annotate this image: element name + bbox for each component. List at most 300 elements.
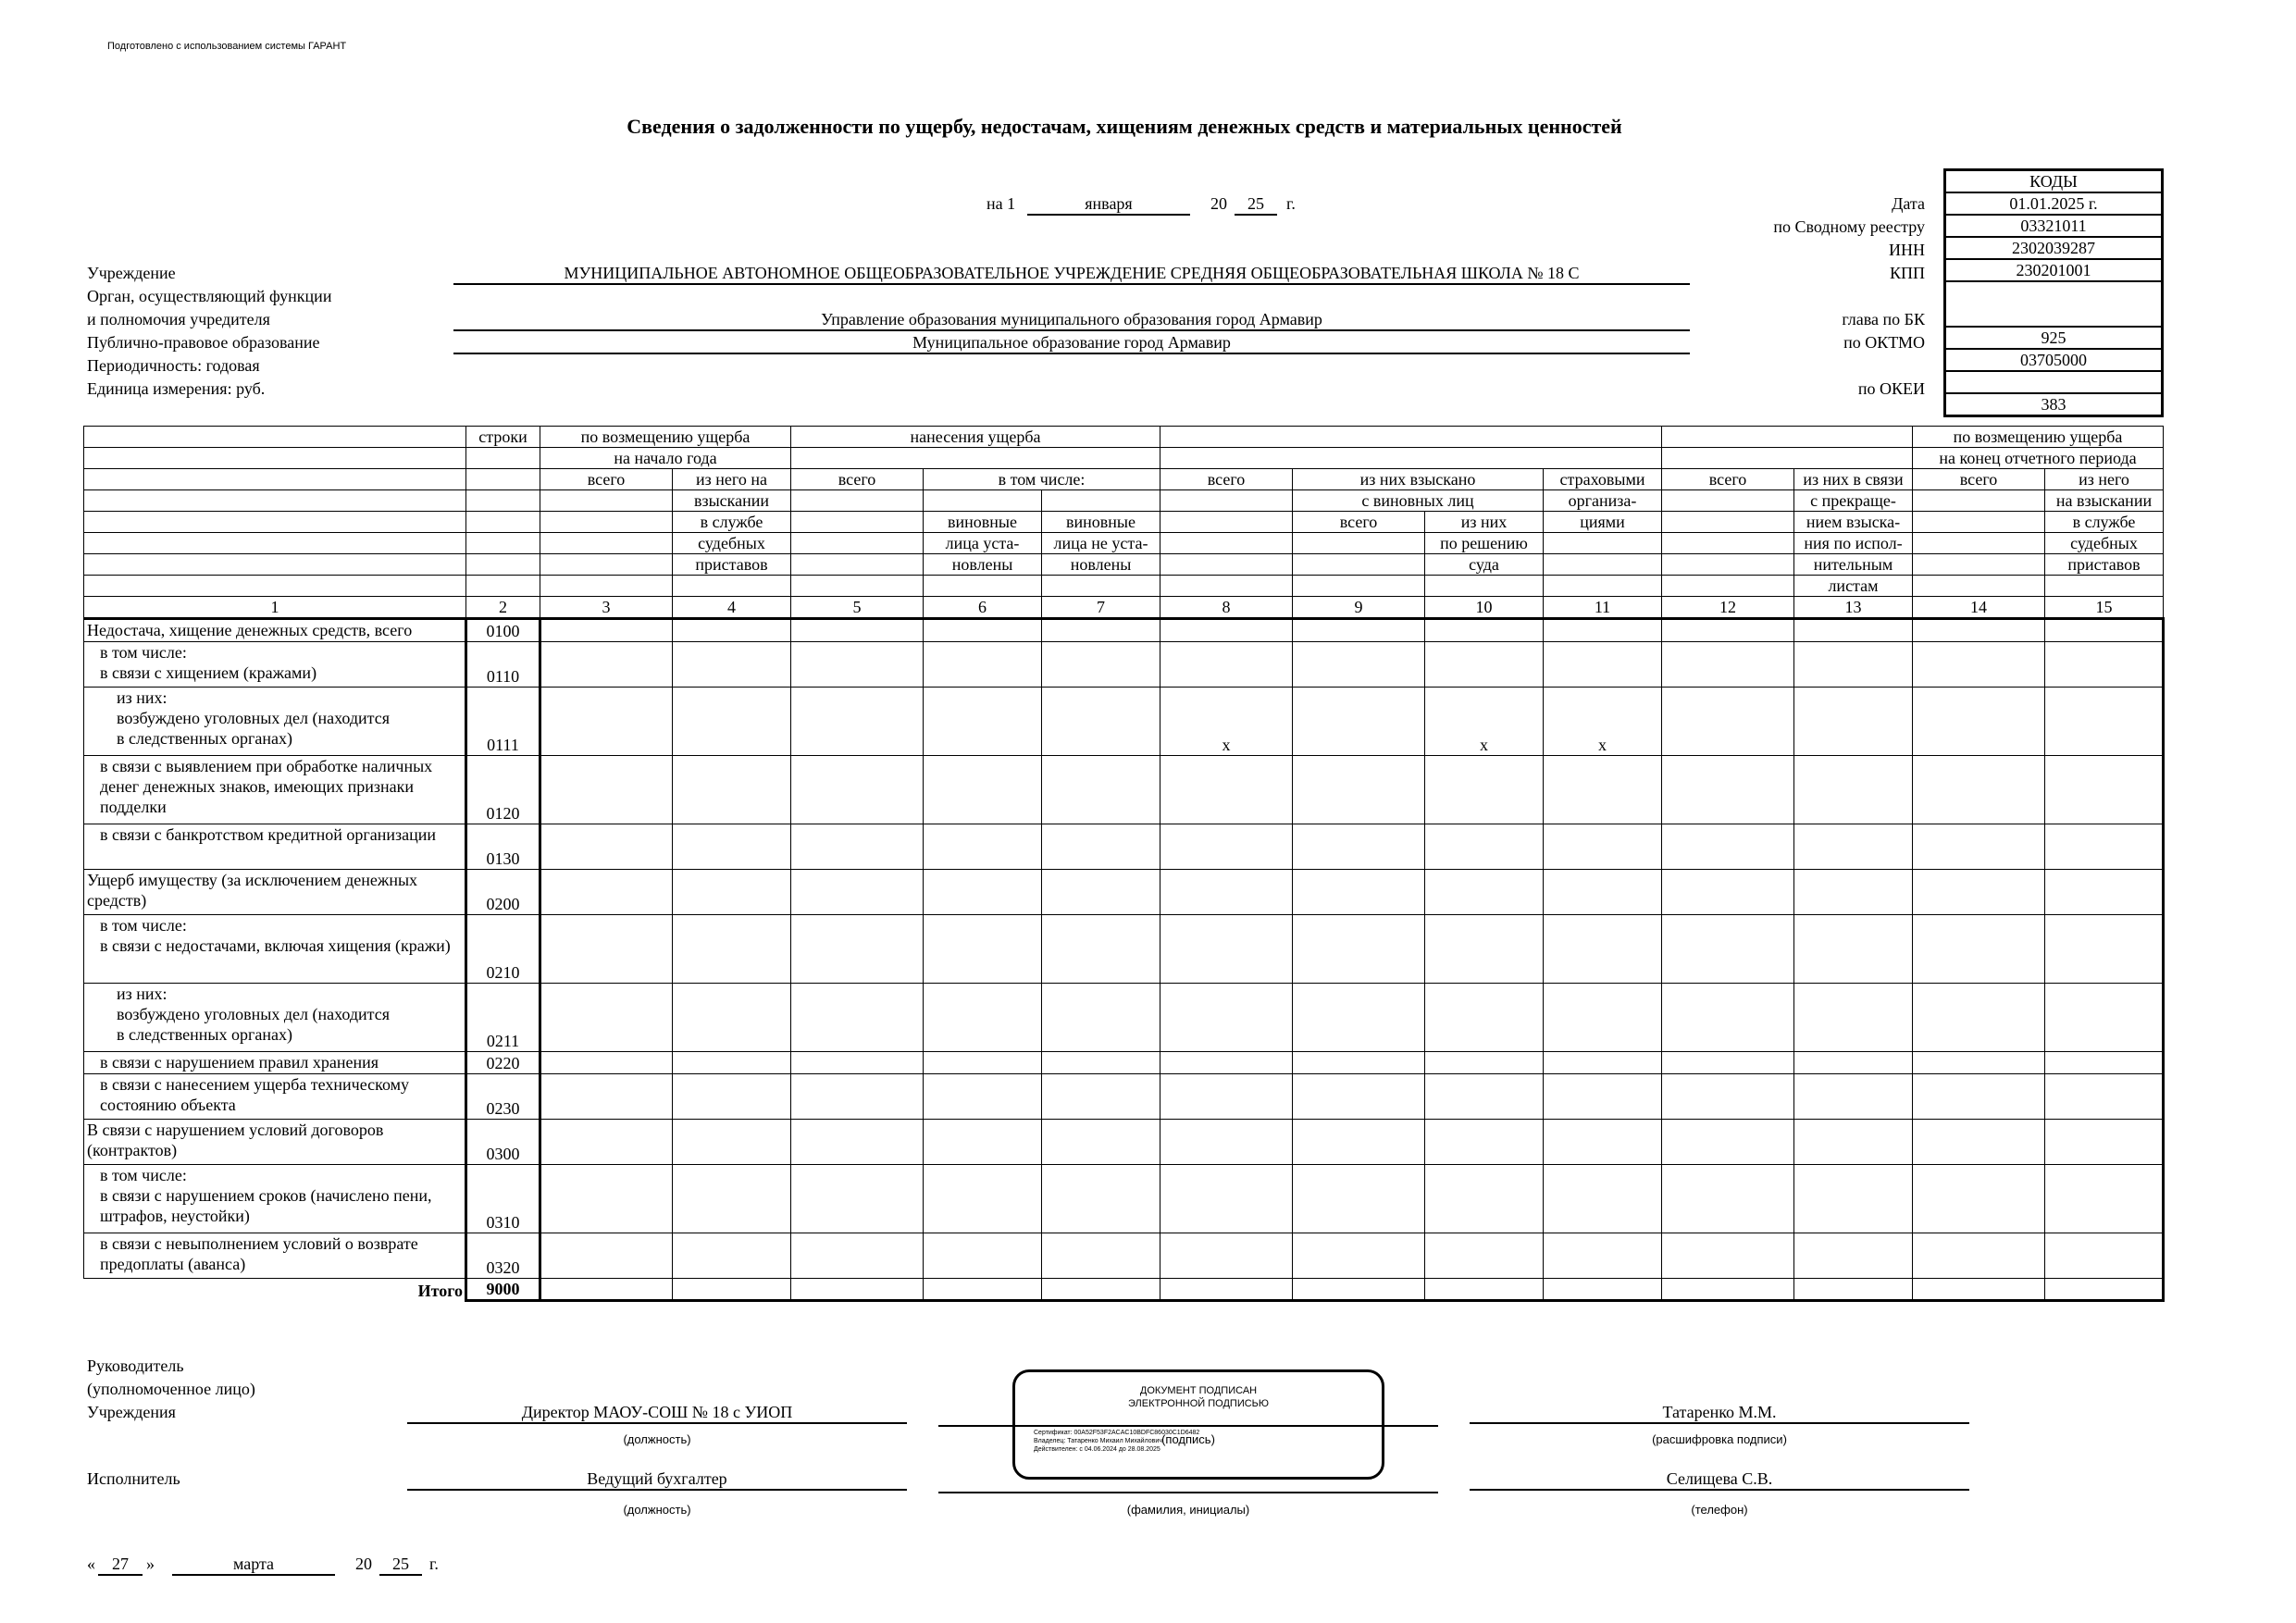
date-year-prefix: 20 [1210,194,1227,213]
value-cell [1794,824,1913,870]
total-value-cell [1794,1279,1913,1301]
row-code: 0210 [466,915,540,984]
value-cell [673,1120,791,1165]
date-year: 25 [1235,194,1277,216]
codes-box [1943,168,2164,417]
total-label: Итого [84,1279,466,1301]
row-code: 0320 [466,1233,540,1279]
value-cell [540,642,673,688]
h-end-period: на конец отчетного периода [1913,448,2164,469]
value-cell [540,688,673,756]
value-cell [1913,870,2045,915]
footer-open-quote: « [87,1555,95,1573]
value-cell [1794,619,1913,642]
code-date: 01.01.2025 г. [1945,192,2163,215]
caption-position-1: (должность) [623,1432,691,1446]
value-cell [1160,1120,1293,1165]
h-c13-5: нительным [1794,554,1913,576]
unit: Единица измерения: руб. [87,379,266,398]
table-row [84,870,2164,915]
value-cell [924,1165,1042,1233]
h-c4-3: в службе [673,512,791,533]
table-row [84,756,2164,824]
value-cell [540,870,673,915]
column-number-9: 9 [1293,597,1425,619]
h-incl: в том числе: [924,469,1160,490]
caption-decode: (расшифровка подписи) [1652,1432,1787,1446]
code-kpp: 230201001 [1945,259,2163,281]
value-cell [540,824,673,870]
value-cell [673,756,791,824]
value-cell [2045,1052,2164,1074]
value-cell [1662,756,1794,824]
public-entity-label: Публично-правовое образование [87,333,320,352]
head-label-3: Учреждения [87,1403,176,1421]
value-cell [1662,1120,1794,1165]
code-label-date: Дата [1892,194,1925,213]
value-cell [791,688,924,756]
header-row-2 [84,448,2164,469]
column-number-8: 8 [1160,597,1293,619]
h-start-year: на начало года [540,448,791,469]
founder-label-1: Орган, осуществляющий функции [87,287,332,305]
value-cell [540,1074,673,1120]
value-cell [1662,642,1794,688]
total-value-cell [1544,1279,1662,1301]
value-cell [1042,1074,1160,1120]
value-cell [1293,984,1425,1052]
value-cell [2045,984,2164,1052]
value-cell [1042,824,1160,870]
value-cell [1913,1120,2045,1165]
institution-label: Учреждение [87,264,176,282]
value-cell [2045,642,2164,688]
total-value-cell [791,1279,924,1301]
total-value-cell [2045,1279,2164,1301]
value-cell [1662,1052,1794,1074]
head-label-2: (уполномоченное лицо) [87,1380,255,1398]
h-c15-5: приставов [2045,554,2164,576]
value-cell [1293,1120,1425,1165]
value-cell [1160,1074,1293,1120]
footer-year: 25 [379,1555,422,1576]
code-okei: 383 [1945,393,2163,416]
table-row [84,1052,2164,1074]
public-entity-value: Муниципальное образование город Армавир [453,333,1690,354]
value-cell [540,619,673,642]
value-cell [1160,1165,1293,1233]
value-cell [2045,1233,2164,1279]
h-c13-6: листам [1794,576,1913,597]
row-code: 0300 [466,1120,540,1165]
value-cell [540,1165,673,1233]
code-label-inn: ИНН [1889,241,1925,259]
date-suffix: г. [1286,194,1296,213]
exec-label: Исполнитель [87,1469,180,1488]
table-row [84,1233,2164,1279]
value-cell [1425,1074,1544,1120]
column-number-15: 15 [2045,597,2164,619]
code-inn: 2302039287 [1945,237,2163,259]
value-cell [924,619,1042,642]
value-cell [1425,619,1544,642]
value-cell [791,915,924,984]
header-row-5 [84,512,2164,533]
value-cell [1913,915,2045,984]
value-cell [540,1052,673,1074]
header-row-8 [84,576,2164,597]
h-c15-3: в службе [2045,512,2164,533]
row-code: 0230 [466,1074,540,1120]
value-cell [673,688,791,756]
value-cell [673,915,791,984]
value-cell [1913,1052,2045,1074]
h-c15-2: на взыскании [2045,490,2164,512]
row-code: 0111 [466,688,540,756]
stamp-valid: Действителен: с 04.06.2024 до 28.08.2025 [1034,1446,1160,1453]
column-number-6: 6 [924,597,1042,619]
total-value-cell [1913,1279,2045,1301]
value-cell [2045,756,2164,824]
value-cell [2045,1165,2164,1233]
value-cell [1794,915,1913,984]
value-cell [1794,1120,1913,1165]
total-value-cell [1160,1279,1293,1301]
h-c15-1: из него [2045,469,2164,490]
x-mark: x [1544,688,1662,756]
exec-position: Ведущий бухгалтер [407,1469,907,1491]
h-c4-2: взыскании [673,490,791,512]
value-cell [791,1074,924,1120]
h-damage: нанесения ущерба [791,427,1160,448]
column-number-3: 3 [540,597,673,619]
value-cell [1913,1074,2045,1120]
h-c10-1: из них [1425,512,1544,533]
prepared-note: Подготовлено с использованием системы ГАРАНТ [107,41,347,52]
value-cell [1293,756,1425,824]
h-stroki: строки [466,427,540,448]
value-cell [1293,824,1425,870]
footer-suffix: г. [429,1555,439,1573]
column-number-5: 5 [791,597,924,619]
value-cell [1662,915,1794,984]
code-bk: 925 [1945,327,2163,349]
value-cell [1794,1165,1913,1233]
value-cell [1913,642,2045,688]
value-cell [1042,642,1160,688]
column-number-row [84,597,2164,619]
footer-month: марта [172,1555,335,1576]
row-code: 0310 [466,1165,540,1233]
total-value-cell [1425,1279,1544,1301]
total-row [84,1279,2164,1301]
value-cell [1425,824,1544,870]
stamp-line-1: ДОКУМЕНТ ПОДПИСАН [1139,1385,1258,1396]
value-cell [791,619,924,642]
value-cell [791,1120,924,1165]
value-cell [1042,1233,1160,1279]
h-c7-3: новлены [1042,554,1160,576]
value-cell [2045,619,2164,642]
footer-year-prefix: 20 [355,1555,372,1573]
table-row [84,619,2164,642]
value-cell [1662,1165,1794,1233]
value-cell [1544,642,1662,688]
value-cell [1662,824,1794,870]
value-cell [673,824,791,870]
value-cell [1662,1074,1794,1120]
row-label: в связи с нанесением ущерба техническому состоянию объекта [84,1074,466,1120]
column-number-1: 1 [84,597,466,619]
value-cell [1293,1165,1425,1233]
h-c5: всего [791,469,924,490]
value-cell [1544,1165,1662,1233]
header-row-3 [84,469,2164,490]
h-c8: всего [1160,469,1293,490]
value-cell [1662,870,1794,915]
table-row [84,1165,2164,1233]
value-cell [791,1233,924,1279]
value-cell [924,1120,1042,1165]
row-code: 0120 [466,756,540,824]
head-name: Татаренко М.М. [1470,1403,1969,1424]
caption-phone: (телефон) [1691,1503,1748,1517]
value-cell [1293,688,1425,756]
value-cell [1913,1233,2045,1279]
row-label: в связи с невыполнением условий о возврате предоплаты (аванса) [84,1233,466,1279]
value-cell [1042,756,1160,824]
value-cell [1425,915,1544,984]
value-cell [1425,1120,1544,1165]
h-c3: всего [540,469,673,490]
h-c7-1: виновные [1042,512,1160,533]
value-cell [1042,619,1160,642]
value-cell [1293,870,1425,915]
value-cell [2045,1074,2164,1120]
h-comp-start: по возмещению ущерба [540,427,791,448]
periodicity: Периодичность: годовая [87,356,260,375]
h-c9-10-1: из них взыскано [1293,469,1544,490]
value-cell [1794,1074,1913,1120]
h-c7-2: лица не уста- [1042,533,1160,554]
code-empty-1 [1945,281,2163,327]
value-cell [1160,824,1293,870]
value-cell [1160,756,1293,824]
code-label-oktmo: по ОКТМО [1843,333,1925,352]
value-cell [1662,984,1794,1052]
founder-label-2: и полномочия учредителя [87,310,270,328]
h-c11-3: циями [1544,512,1662,533]
h-c10-2: по решению [1425,533,1544,554]
h-c6-1: виновные [924,512,1042,533]
x-mark: x [1160,688,1293,756]
h-c6-3: новлены [924,554,1042,576]
value-cell [1160,915,1293,984]
value-cell [1042,1120,1160,1165]
code-oktmo: 03705000 [1945,349,2163,371]
value-cell [1042,870,1160,915]
column-number-4: 4 [673,597,791,619]
value-cell [1042,688,1160,756]
code-label-okei: по ОКЕИ [1857,379,1925,398]
value-cell [1160,1052,1293,1074]
stamp-cert: Сертификат: 00A52F53F2ACAC10BDFC86030C1D6482 [1034,1430,1200,1436]
value-cell [1425,756,1544,824]
institution-value: МУНИЦИПАЛЬНОЕ АВТОНОМНОЕ ОБЩЕОБРАЗОВАТЕЛЬНОЕ УЧРЕЖДЕНИЕ СРЕДНЯЯ ОБЩЕОБРАЗОВАТЕЛЬНАЯ ШКОЛА № 18 С [453,264,1690,285]
value-cell [791,642,924,688]
caption-signature: (подпись) [1161,1432,1215,1446]
value-cell [1425,1052,1544,1074]
total-value-cell [1662,1279,1794,1301]
value-cell [1794,984,1913,1052]
value-cell [1794,756,1913,824]
column-number-2: 2 [466,597,540,619]
row-label: из них: возбуждено уголовных дел (находится в следственных органах) [84,688,466,756]
value-cell [924,824,1042,870]
table-row [84,984,2164,1052]
value-cell [1913,984,2045,1052]
table-row [84,824,2164,870]
header-row-4 [84,490,2164,512]
value-cell [673,642,791,688]
footer-day: 27 [98,1555,143,1576]
table-row [84,915,2164,984]
value-cell [1544,1120,1662,1165]
value-cell [924,756,1042,824]
header-row-6 [84,533,2164,554]
value-cell [540,915,673,984]
row-label: в том числе: в связи с хищением (кражами) [84,642,466,688]
header-row-7 [84,554,2164,576]
value-cell [1293,619,1425,642]
caption-fio: (фамилия, инициалы) [1126,1503,1250,1517]
table-row [84,688,2164,756]
value-cell [1042,1165,1160,1233]
row-code: 0130 [466,824,540,870]
table-row [84,642,2164,688]
value-cell [2045,824,2164,870]
value-cell [1544,1233,1662,1279]
caption-position-2: (должность) [623,1503,691,1517]
page-title: Сведения о задолженности по ущербу, недостачам, хищениям денежных средств и материальных ценностей [627,115,1622,138]
total-value-cell [673,1279,791,1301]
codes-header: КОДЫ [1945,170,2163,193]
value-cell [540,756,673,824]
value-cell [673,1165,791,1233]
value-cell [924,1233,1042,1279]
value-cell [1544,619,1662,642]
exec-name: Селищева С.В. [1470,1469,1969,1491]
value-cell [1425,870,1544,915]
value-cell [1544,1052,1662,1074]
value-cell [1794,1233,1913,1279]
stamp-line-2: ЭЛЕКТРОННОЙ ПОДПИСЬЮ [1127,1398,1270,1409]
value-cell [1425,1165,1544,1233]
value-cell [1544,984,1662,1052]
total-value-cell [1293,1279,1425,1301]
value-cell [1794,688,1913,756]
value-cell [791,870,924,915]
footer-close-quote: » [146,1555,155,1573]
value-cell [673,870,791,915]
value-cell [1160,1233,1293,1279]
h-c4-5: приставов [673,554,791,576]
value-cell [1160,619,1293,642]
value-cell [540,984,673,1052]
column-number-14: 14 [1913,597,2045,619]
row-code: 0220 [466,1052,540,1074]
value-cell [1293,1233,1425,1279]
h-c14: всего [1913,469,2045,490]
value-cell [1913,688,2045,756]
h-c15-4: судебных [2045,533,2164,554]
value-cell [924,1052,1042,1074]
date-prefix: на 1 [987,194,1016,213]
value-cell [2045,1120,2164,1165]
row-label: в том числе: в связи с недостачами, включая хищения (кражи) [84,915,466,984]
value-cell [673,1074,791,1120]
value-cell [1425,1233,1544,1279]
value-cell [924,688,1042,756]
value-cell [1042,1052,1160,1074]
value-cell [1160,642,1293,688]
value-cell [1544,915,1662,984]
value-cell [791,756,924,824]
row-label: в связи с банкротством кредитной организации [84,824,466,870]
stamp-owner: Владелец: Татаренко Михаил Михайлович [1034,1438,1162,1444]
value-cell [2045,915,2164,984]
value-cell [1662,1233,1794,1279]
value-cell [1042,915,1160,984]
h-c11-2: организа- [1544,490,1662,512]
h-c13-2: с прекраще- [1794,490,1913,512]
column-number-7: 7 [1042,597,1160,619]
h-c4-4: судебных [673,533,791,554]
value-cell [2045,688,2164,756]
value-cell [924,984,1042,1052]
h-c9: всего [1293,512,1425,533]
value-cell [1794,1052,1913,1074]
h-c6-2: лица уста- [924,533,1042,554]
value-cell [540,1120,673,1165]
h-comp-end: по возмещению ущерба [1913,427,2164,448]
h-c13-1: из них в связи [1794,469,1913,490]
h-c13-3: нием взыска- [1794,512,1913,533]
value-cell [540,1233,673,1279]
code-registry: 03321011 [1945,215,2163,237]
value-cell [1293,1074,1425,1120]
value-cell [1544,824,1662,870]
table-row [84,1074,2164,1120]
value-cell [1042,984,1160,1052]
h-c11-1: страховыми [1544,469,1662,490]
value-cell [1544,870,1662,915]
value-cell [791,1052,924,1074]
value-cell [673,984,791,1052]
total-value-cell [924,1279,1042,1301]
value-cell [673,619,791,642]
row-label: в том числе: в связи с нарушением сроков (начислено пени, штрафов, неустойки) [84,1165,466,1233]
value-cell [924,1074,1042,1120]
column-number-13: 13 [1794,597,1913,619]
value-cell [924,642,1042,688]
row-code: 0110 [466,642,540,688]
row-code: 0211 [466,984,540,1052]
code-empty-2 [1945,371,2163,393]
value-cell [1794,870,1913,915]
e-signature-stamp [1012,1369,1384,1480]
row-label: в связи с нарушением правил хранения [84,1052,466,1074]
